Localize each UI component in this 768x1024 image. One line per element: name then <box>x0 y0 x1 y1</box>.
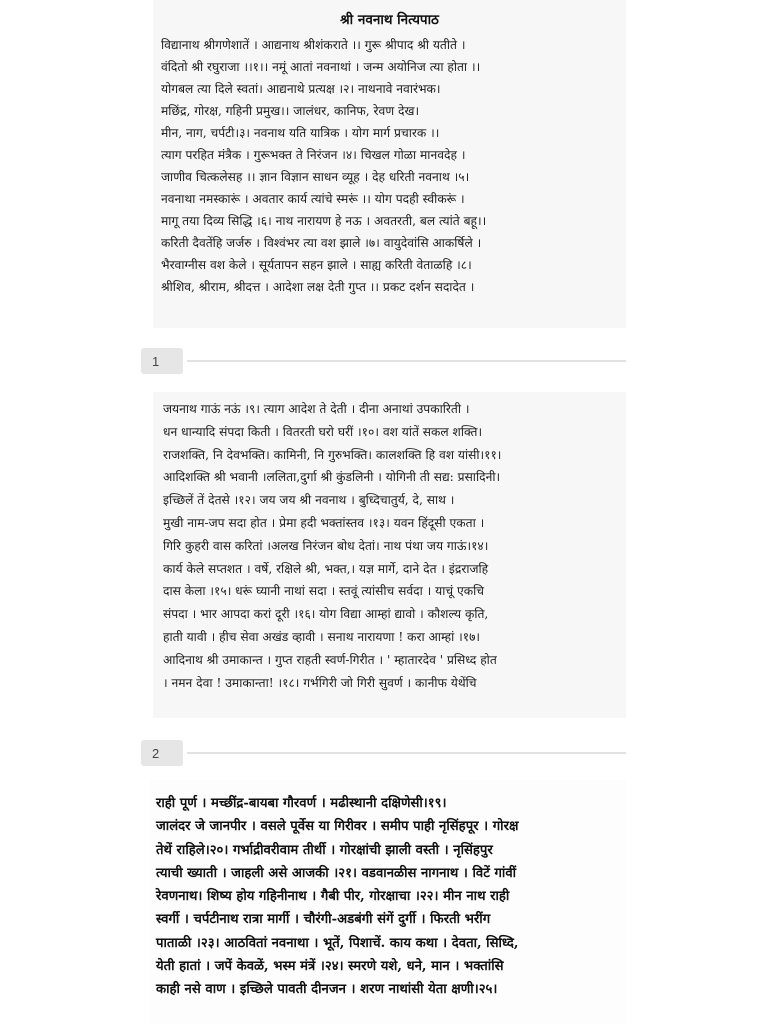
scan-page-1 <box>153 0 626 328</box>
text-line: मीन, नाग, चर्पटी।३। नवनाथ यति यात्रिक । योग मार्ग प्रचारक ।। <box>161 126 440 140</box>
text-line: करिती दैवतेंहि जर्जरु । विश्वंभर त्या वश झाले ।७। वायुदेवांसि आकर्षिले । <box>161 236 482 250</box>
text-line: काही नसे वाण । इच्छिले पावती दीनजन । शरण नाथांसी येता क्षणी।२५। <box>156 982 498 998</box>
text-line: राजशक्ति, नि देवभक्ति। कामिनी, नि गुरुभक्ति। कालशक्ति हि वश यांसी।११। <box>163 447 502 462</box>
text-line: जालंदर जे जानपीर । वसले पूर्वेस या गिरीवर । समीप पाही नृसिंहपूर । गोरक्ष <box>156 819 519 835</box>
page-3-text <box>150 780 626 1002</box>
text-line: भैरवाग्नीस वश केले । सूर्यतापन सहन झाले । साह्य करिती वेताळहि ।८। <box>161 258 472 272</box>
text-line: जयनाथ गाऊं नऊं ।९। त्याग आदेश ते देती । दीना अनाथां उपकारिती । <box>163 402 470 416</box>
text-line: दास केला ।१५। धरूं घ्यानी नाथां सदा । स्तवूं त्यांसीच सर्वदा । याचूं एकचि <box>163 584 485 599</box>
text-line: मछिंद्र, गोरक्ष, गहिनी प्रमुख।। जालंधर, कानिफ, रेवण देख। <box>161 104 420 118</box>
separator-rule <box>187 360 626 362</box>
text-line: मागू तया दिव्य सिद्धि ।६। नाथ नारायण हे नऊ । अवतरती, बल त्यांते बहू।। <box>161 214 487 228</box>
text-line: पाताळी ।२३। आठवितां नवनाथा । भूतें, पिशाचें. काय कथा । देवता, सिध्दि, <box>156 935 519 951</box>
text-line: विद्यानाथ श्रीगणेशातें । आद्यनाथ श्रीशंकराते ।। गुरू श्रीपाद श्री यतीते । <box>161 38 466 52</box>
text-line: राही पूर्ण । मच्छींद्र-बायबा गौरवर्ण । मढीस्थानी दक्षिणेसी।१९। <box>156 796 447 811</box>
text-line: स्वर्गी । चर्पटीनाथ रात्रा मार्गी । चौरंगी-अडबंगी संगें दुर्गी । फिरती भरींग <box>156 912 491 928</box>
page-number-tab[interactable]: 1 <box>141 348 183 374</box>
scan-page-3 <box>150 780 626 1024</box>
text-line: धन धान्यादि संपदा किती । वितरती घरो घरीं ।१०। वश यांतें सकल शक्ति। <box>163 424 483 439</box>
text-line: हाती यावी । हीच सेवा अखंड व्हावी । सनाथ नारायणा ! करा आम्हां ।१७। <box>163 629 481 644</box>
text-line: तेथें राहिले।२०। गर्भाद्रीवरीवाम तीर्थी । गोरक्षांची झाली वस्ती । नृसिंहपुर <box>156 842 493 858</box>
text-line: जाणीव चित्कलेसह ।। ज्ञान विज्ञान साधन व्यूह । देह धरिती नवनाथ ।५। <box>161 170 470 184</box>
text-line: आदिनाथ श्री उमाकान्त । गुप्त राहती स्वर्ण-गिरीत । ' म्हातारदेव ' प्रसिध्द होत <box>163 652 497 667</box>
text-line: नवनाथा नमस्कारूं । अवतार कार्य त्यांचे स्मरूं ।। योग पदही स्वीकरूं । <box>161 192 465 206</box>
text-line: आदिशक्ति श्री भवानी ।ललिता,दुर्गा श्री कुंडलिनी । योगिनी ती सद्य: प्रसादिनी। <box>163 470 501 485</box>
text-line: त्याग परहित मंत्रैक । गुरूभक्त ते निरंजन ।४। चिखल गोळा मानवदेह । <box>161 148 466 162</box>
text-line: वंदितो श्री रघुराजा ।।१।। नमूं आतां नवनाथां । जन्म अयोनिज त्या होता ।। <box>161 60 481 74</box>
text-line: मुखी नाम-जप सदा होत । प्रेमा हदी भक्तांस्तव ।१३। यवन हिंदूसी एकता । <box>163 515 485 530</box>
text-line: इच्छिलें तें देतसे ।१२। जय जय श्री नवनाथ । बुध्दिचातुर्य, दे, साथ । <box>163 493 455 508</box>
page-1-text <box>153 34 626 298</box>
page-separator-1 <box>141 348 626 374</box>
page-title: श्री नवनाथ नित्यपाठ <box>340 12 439 28</box>
text-line: संपदा । भार आपदा करां दूरी ।१६। योग विद्या आम्हां द्यावो । कौशल्य कृति, <box>163 607 489 622</box>
text-line: रेवणनाथ। शिष्य होय गहिनीनाथ । गैबी पीर, गोरक्षाचा ।२२। मीन नाथ राही <box>156 889 510 905</box>
text-line: कार्य केले सप्तशत । वर्षे, रक्षिले श्री, भक्त,। यज्ञ मार्गे, दाने देत । इंद्रराजहि <box>163 561 489 576</box>
text-line: येती हातां । जपें केवळें, भस्म मंत्रें ।२४। स्मरणे यशे, धने, मान । भक्तांसि <box>156 959 504 975</box>
separator-rule <box>187 752 626 754</box>
scan-page-2 <box>153 392 626 718</box>
page-2-text <box>153 392 626 694</box>
text-line: त्याची ख्याती । जाहली असे आजकी ।२१। वडवानळीस नागनाथ । विटें गांवीं <box>156 865 517 881</box>
page-separator-2 <box>141 740 626 766</box>
text-line: योगबल त्या दिले स्वतां। आद्यनाथे प्रत्यक्ष ।२। नाथनावे नवारंभक। <box>161 82 441 96</box>
text-line: श्रीशिव, श्रीराम, श्रीदत्त । आदेशा लक्ष देती गुप्त ।। प्रकट दर्शन सदादेत । <box>161 280 475 294</box>
page-number-tab[interactable]: 2 <box>141 740 183 766</box>
text-line: गिरि कुहरी वास करितां ।अलख निरंजन बोध देतां। नाथ पंथा जय गाऊं।१४। <box>163 538 489 553</box>
text-line: । नमन देवा ! उमाकान्ता! ।१८। गर्भगिरी जो गिरी सुवर्ण । कानीफ येथेंचि <box>163 675 477 690</box>
